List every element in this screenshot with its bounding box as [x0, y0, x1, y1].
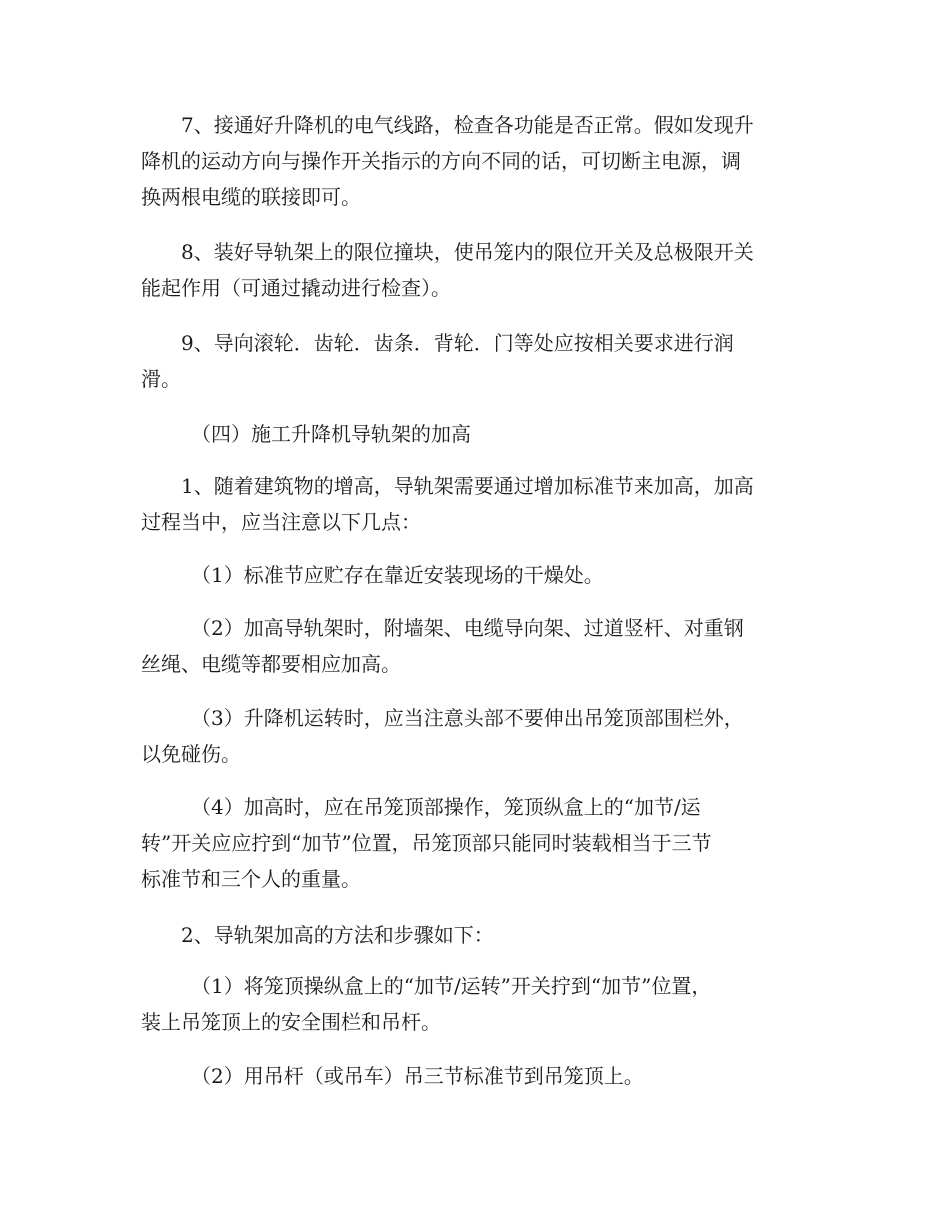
text-line: （1）将笼顶操纵盒上的“加节/运转”开关拧到“加节”位置， [141, 974, 712, 998]
paragraph-item-2-1 [141, 968, 807, 1040]
text-line: 2、导轨架加高的方法和步骤如下： [141, 923, 494, 947]
paragraph-item-9 [141, 325, 807, 397]
text-line: （2）加高导轨架时，附墙架、电缆导向架、过道竖杆、对重钢 [141, 616, 744, 640]
text-line: 丝绳、电缆等都要相应加高。 [141, 652, 401, 676]
paragraph-item-1-1 [141, 557, 807, 593]
text-line: 过程当中，应当注意以下几点： [141, 510, 421, 534]
paragraph-item-2 [141, 917, 807, 953]
paragraph-item-7 [141, 107, 807, 215]
text-line: 降机的运动方向与操作开关指示的方向不同的话，可切断主电源，调 [141, 149, 741, 173]
section-heading [141, 416, 807, 452]
text-line: 滑。 [141, 367, 181, 391]
text-line: （3）升降机运转时，应当注意头部不要伸出吊笼顶部围栏外， [141, 706, 744, 730]
text-line: 7、接通好升降机的电气线路，检查各功能是否正常。假如发现升 [141, 113, 754, 137]
paragraph-item-1-4 [141, 789, 807, 897]
text-line: 1、随着建筑物的增高，导轨架需要通过增加标准节来加高，加高 [141, 474, 754, 498]
paragraph-item-1 [141, 468, 807, 540]
paragraph-item-8 [141, 234, 807, 306]
text-line: 换两根电缆的联接即可。 [141, 185, 361, 209]
text-line: 8、装好导轨架上的限位撞块，使吊笼内的限位开关及总极限开关 [141, 240, 754, 264]
text-line: （四）施工升降机导轨架的加高 [141, 422, 471, 446]
text-line: 9、导向滚轮．齿轮．齿条．背轮．门等处应按相关要求进行润 [141, 331, 734, 355]
text-line: 装上吊笼顶上的安全围栏和吊杆。 [141, 1010, 441, 1034]
text-line: （2）用吊杆（或吊车）吊三节标准节到吊笼顶上。 [141, 1064, 644, 1088]
paragraph-item-1-2 [141, 610, 807, 682]
text-line: 以免碰伤。 [141, 742, 241, 766]
text-line: 转”开关应应拧到“加节”位置，吊笼顶部只能同时装载相当于三节 [141, 831, 712, 855]
text-line: 能起作用（可通过撬动进行检查）。 [141, 276, 451, 300]
text-line: （1）标准节应贮存在靠近安装现场的干燥处。 [141, 563, 604, 587]
paragraph-item-1-3 [141, 700, 807, 772]
text-line: 标准节和三个人的重量。 [141, 867, 361, 891]
text-line: （4）加高时，应在吊笼顶部操作，笼顶纵盒上的“加节/运 [141, 795, 701, 819]
paragraph-item-2-2 [141, 1058, 807, 1094]
